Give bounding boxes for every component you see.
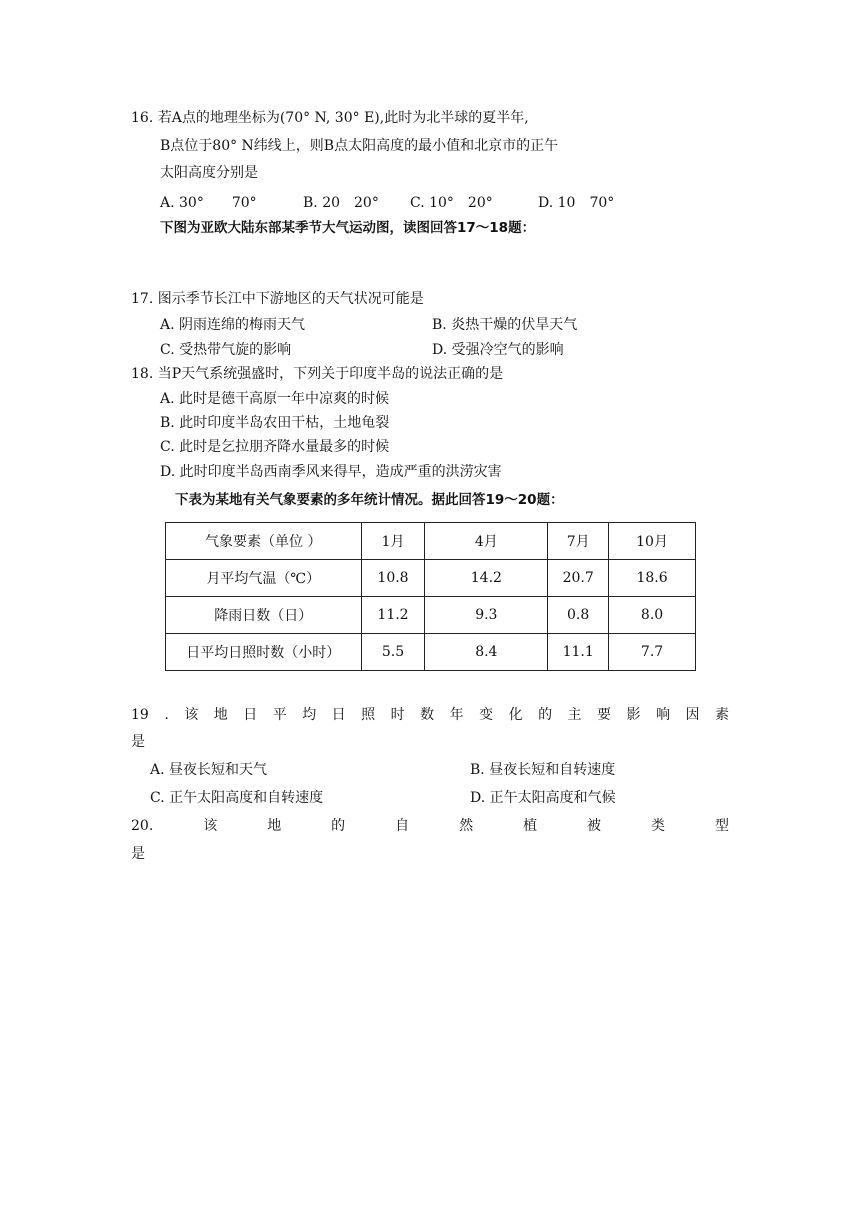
q19-stem-token: 照 xyxy=(361,707,376,723)
q19-stem-token: 该 xyxy=(184,707,199,723)
q17-stem: 17. 图示季节长江中下游地区的天气状况可能是 xyxy=(131,291,424,307)
q19-stem-token: 日 xyxy=(243,707,258,723)
table-cell: 14.2 xyxy=(425,560,548,597)
table-header-cell: 4月 xyxy=(425,523,548,560)
q19-stem-token: 影 xyxy=(626,707,641,723)
table-cell: 月平均气温（℃） xyxy=(166,560,362,597)
q20-stem-token: 地 xyxy=(267,818,282,834)
q16-stem-line3: 太阳高度分别是 xyxy=(160,165,258,181)
table-cell: 日平均日照时数（小时） xyxy=(166,634,362,671)
q20-stem-token: 然 xyxy=(459,818,474,834)
table-cell: 8.0 xyxy=(609,597,696,634)
q19-stem-token: 要 xyxy=(597,707,612,723)
table-cell: 11.1 xyxy=(548,634,609,671)
table-header-row xyxy=(166,523,696,560)
q19-stem-token: 平 xyxy=(272,707,287,723)
q17-option-a: A. 阴雨连绵的梅雨天气 xyxy=(160,317,306,333)
table-row xyxy=(166,560,696,597)
q16-option-d: D. 10 70° xyxy=(538,195,615,211)
q19-stem-token: 因 xyxy=(685,707,700,723)
q19-stem-token: 变 xyxy=(479,707,494,723)
q16-option-c: C. 10° 20° xyxy=(410,195,493,211)
q19-stem xyxy=(131,705,729,725)
q19-option-d: D. 正午太阳高度和气候 xyxy=(470,790,616,806)
q18-stem: 18. 当P天气系统强盛时，下列关于印度半岛的说法正确的是 xyxy=(131,366,504,382)
table-cell: 10.8 xyxy=(361,560,425,597)
q20-stem-token: 类 xyxy=(651,818,666,834)
q19-stem-token: 化 xyxy=(508,707,523,723)
q19-stem-token: 年 xyxy=(449,707,464,723)
q18-option-d: D. 此时印度半岛西南季风来得早，造成严重的洪涝灾害 xyxy=(160,464,502,480)
q19-stem-token: 地 xyxy=(213,707,228,723)
q18-option-a: A. 此时是德干高原一年中凉爽的时候 xyxy=(160,391,390,407)
table-header-cell: 7月 xyxy=(548,523,609,560)
q20-stem-end: 是 xyxy=(131,846,145,862)
q19-stem-token: 的 xyxy=(538,707,553,723)
q16-option-a: A. 30° 70° xyxy=(160,195,257,211)
q19-stem-token: 素 xyxy=(714,707,729,723)
table-cell: 0.8 xyxy=(548,597,609,634)
q17-option-b: B. 炎热干燥的伏旱天气 xyxy=(432,317,578,333)
table-cell: 20.7 xyxy=(548,560,609,597)
q18-option-b: B. 此时印度半岛农田干枯，土地龟裂 xyxy=(160,415,390,431)
q19-option-c: C. 正午太阳高度和自转速度 xyxy=(150,790,324,806)
table-cell: 降雨日数（日） xyxy=(166,597,362,634)
q20-stem-token: 型 xyxy=(714,818,729,834)
table-cell: 5.5 xyxy=(361,634,425,671)
q16-stem-line1: 16. 若A点的地理坐标为(70° N, 30° E),此时为北半球的夏半年, xyxy=(131,110,529,126)
q19-stem-end: 是 xyxy=(131,734,145,750)
table-header-cell: 10月 xyxy=(609,523,696,560)
q19-stem-token: 响 xyxy=(656,707,670,723)
meteorology-table xyxy=(165,522,696,671)
q19-stem-token: . xyxy=(164,707,169,723)
intro-17-18: 下图为亚欧大陆东部某季节大气运动图，读图回答17～18题： xyxy=(160,220,536,236)
table-cell: 7.7 xyxy=(609,634,696,671)
q19-stem-token: 数 xyxy=(420,707,435,723)
q20-stem-token: 被 xyxy=(587,818,602,834)
q20-stem-token: 的 xyxy=(331,818,346,834)
q20-stem-token: 自 xyxy=(395,818,410,834)
q20-stem xyxy=(131,816,729,836)
q19-stem-token: 主 xyxy=(567,707,582,723)
table-cell: 11.2 xyxy=(361,597,425,634)
q19-stem-token: 日 xyxy=(331,707,346,723)
table-row xyxy=(166,597,696,634)
q17-option-c: C. 受热带气旋的影响 xyxy=(160,342,292,358)
q18-option-c: C. 此时是乞拉朋齐降水量最多的时候 xyxy=(160,439,390,455)
q16-option-b: B. 20 20° xyxy=(303,195,379,211)
table-header-cell: 气象要素（单位 ） xyxy=(166,523,362,560)
q20-stem-token: 该 xyxy=(203,818,218,834)
q19-option-a: A. 昼夜长短和天气 xyxy=(150,762,268,778)
q19-stem-token: 时 xyxy=(390,707,405,723)
q19-option-b: B. 昼夜长短和自转速度 xyxy=(470,762,616,778)
q19-stem-token: 19 xyxy=(131,707,149,723)
q20-stem-token: 20. xyxy=(131,818,154,834)
table-cell: 8.4 xyxy=(425,634,548,671)
table-header-cell: 1月 xyxy=(361,523,425,560)
table-cell: 18.6 xyxy=(609,560,696,597)
table-row xyxy=(166,634,696,671)
q16-stem-line2: B点位于80° N纬线上，则B点太阳高度的最小值和北京市的正午 xyxy=(160,138,559,154)
q20-stem-token: 植 xyxy=(523,818,538,834)
q17-option-d: D. 受强冷空气的影响 xyxy=(432,342,564,358)
q19-stem-token: 均 xyxy=(302,707,317,723)
table-cell: 9.3 xyxy=(425,597,548,634)
intro-19-20: 下表为某地有关气象要素的多年统计情况。据此回答19～20题： xyxy=(175,492,564,508)
